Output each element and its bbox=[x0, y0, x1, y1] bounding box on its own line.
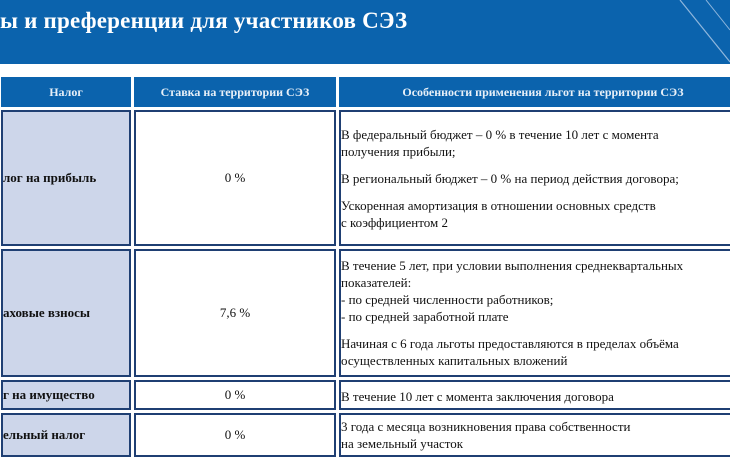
features-cell bbox=[339, 110, 730, 246]
text-line: 3 года с месяца возникновения права собственности bbox=[341, 419, 631, 434]
features-cell bbox=[339, 380, 730, 410]
features-paragraph bbox=[341, 418, 730, 452]
tax-name-cell: ельный налог bbox=[1, 413, 131, 457]
table-row bbox=[1, 380, 730, 410]
text-line: на земельный участок bbox=[341, 436, 464, 451]
tax-table bbox=[0, 74, 730, 460]
rate-cell: 0 % bbox=[134, 413, 336, 457]
tax-name-cell: аховые взносы bbox=[1, 249, 131, 377]
rate-cell: 0 % bbox=[134, 110, 336, 246]
features-paragraph bbox=[341, 126, 730, 160]
text-line: Начиная с 6 года льготы предоставляются в пределах объёма bbox=[341, 336, 679, 351]
table-header-row bbox=[1, 77, 730, 107]
header-rate: Ставка на территории СЭЗ bbox=[134, 77, 336, 107]
tax-name-cell: г на имущество bbox=[1, 380, 131, 410]
rate-cell: 7,6 % bbox=[134, 249, 336, 377]
text-line: осуществленных капитальных вложений bbox=[341, 353, 568, 368]
header-tax: Налог bbox=[1, 77, 131, 107]
features-paragraph bbox=[341, 386, 730, 405]
features-paragraph bbox=[341, 257, 730, 325]
table-row bbox=[1, 249, 730, 377]
text-line: В федеральный бюджет – 0 % в течение 10 лет с момента bbox=[341, 126, 659, 142]
page-title: ы и преференции для участников СЭЗ bbox=[0, 8, 408, 33]
features-paragraph bbox=[341, 335, 730, 369]
text-line: с коэффициентом 2 bbox=[341, 214, 448, 230]
text-line: В течение 5 лет, при условии выполнения среднеквартальных bbox=[341, 258, 684, 273]
features-cell bbox=[339, 249, 730, 377]
text-line: получения прибыли; bbox=[341, 143, 456, 159]
text-line: показателей: bbox=[341, 275, 412, 290]
features-paragraph bbox=[341, 170, 730, 187]
text-line: Ускоренная амортизация в отношении основных средств bbox=[341, 197, 656, 213]
text-line: В региональный бюджет – 0 % на период действия договора; bbox=[341, 170, 679, 186]
features-paragraph bbox=[341, 197, 730, 231]
text-line: В течение 10 лет с момента заключения договора bbox=[341, 388, 614, 404]
title-banner bbox=[0, 0, 730, 64]
header-features: Особенности применения льгот на территории СЭЗ bbox=[339, 77, 730, 107]
text-line: - по средней численности работников; bbox=[341, 292, 554, 307]
table-row bbox=[1, 413, 730, 457]
banner-gap bbox=[0, 64, 730, 72]
rate-cell: 0 % bbox=[134, 380, 336, 410]
decorative-lines-icon bbox=[0, 0, 730, 64]
text-line: - по средней заработной плате bbox=[341, 309, 509, 324]
table-row bbox=[1, 110, 730, 246]
features-cell bbox=[339, 413, 730, 457]
tax-name-cell: лог на прибыль bbox=[1, 110, 131, 246]
